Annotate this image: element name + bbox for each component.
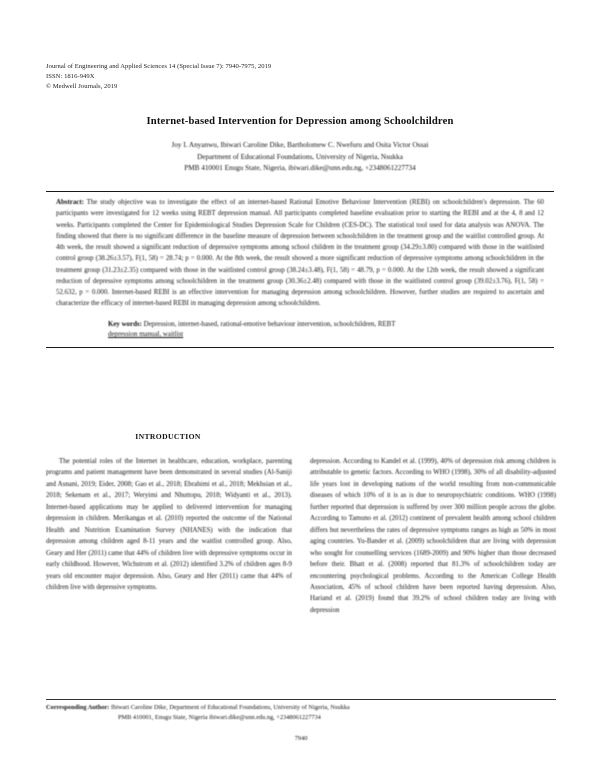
- journal-citation-line: Journal of Engineering and Applied Sciences 14 (Special Issue 7): 7940-7975, 2019: [46, 63, 272, 70]
- keywords-line-one: Depression, internet-based, rational-emotive behaviour intervention, schoolchildren, REBT: [143, 320, 396, 328]
- keywords-label: Key words:: [108, 320, 142, 328]
- journal-issn-line: ISSN: 1816-949X: [46, 72, 95, 80]
- abstract-section: [46, 191, 554, 348]
- keywords-paragraph: [56, 320, 544, 342]
- author-names: Joy I. Anyanwu, Ibiwari Caroline Dike, Bartholomew C. Nwefuru and Osita Victor Ossai: [171, 141, 429, 149]
- corresponding-author-details: Ibiwari Caroline Dike, Department of Educational Foundations, University of Nigeria, Nsukka: [110, 704, 350, 711]
- page-number: 7940: [294, 735, 308, 742]
- body-column-right: [310, 456, 556, 688]
- corresponding-author-block: [46, 703, 556, 723]
- body-columns: [46, 456, 556, 688]
- author-block: [46, 140, 554, 175]
- intro-paragraph-right: depression. According to Kandel et al. (1999), 40% of depression risk among children is attributable to genetic factors. According to WHO (1998), 30% of all disability-adjusted life years lost in developing nations of the world resulting from non-communicable diseases of which 10% of it is as is due to neuropsychiatric conditions. WHO (1998) further reported that depression is suffered by over 300 million people across the globe. According to Tamuno et al. (2012) continent of prevalent health among school children differs but nevertheless the rates of depressive symptoms ranges as high as 50% in most aging countries. Yu-Bander et al. (2009) schoolchildren that are living with depression who sought for counselling services (1689-2009) and 90% higher than those decreased before their. Bhatt et al. (2008) reported that 81.3% of schoolchildren today are encountering psychological problems. According to the American College Health Association, 45% of school children have been reported having depression. Also, Hariand et al. (2019) found that 39.2% of school children today are living with depression: [310, 458, 556, 614]
- abstract-label: Abstract:: [56, 199, 84, 206]
- author-address: PMB 410001 Enugu State, Nigeria, ibiwari.dike@unn.edu.ng, +2348061227734: [184, 164, 416, 173]
- author-affiliation: Department of Educational Foundations, University of Nigeria, Nsukka: [197, 152, 403, 161]
- footer-divider: [46, 699, 556, 700]
- corresponding-author-line-one: [46, 703, 556, 713]
- introduction-heading: INTRODUCTION: [135, 432, 201, 441]
- abstract-body: The study objective was to investigate the effect of an internet-based Rational Emotive Behaviour Intervention (REBI) on schoolchildren's depression. The 60 participants were investigated for 12 weeks using REBT depression manual. All participants completed baseline evaluation prior to starting the REBI and at the 4, 8 and 12 weeks. Participants completed the Center for Epidemiological Studies Depression Scale for Children (CES-DC). The statistical tool used for data analysis was ANOVA. The finding showed that there is no significant difference in the baseline measure of depression between schoolchildren in the treatment group and the waitlist controlled group. At 4th week, the result showed a significant reduction of depressive symptoms among school children in the treatment group (34.29±3.80) compared with those in the waitlisted control group (38.26±3.57), F(1, 58) = 28.74; p = 0.000. At the 8th week, the result showed a more significant reduction of depressive symptoms among schoolchildren in the treatment group (31.23±2.35) compared with those in the waitlisted control group (38.24±3.48), F(1, 58) = 48.79, p = 0.000. At the 12th week, the result showed a significant reduction of depressive symptoms among schoolchildren in the treatment group (30.36±2.48) compared with those in the waitlisted control group (39.02±3.76), F(1, 58) = 52.632, p = 0.000. Internet-based REBI is an effective intervention for managing depression among schoolchildren. However, further studies are required to ascertain and characterize the efficacy of internet-based REBI in managing depression among schoolchildren.: [56, 199, 544, 308]
- journal-header: [46, 62, 556, 91]
- abstract-paragraph: [56, 197, 544, 310]
- journal-publisher-line: © Medwell Journals, 2019: [46, 82, 118, 90]
- corresponding-author-line-two: PMB 410001, Enugu State, Nigeria ibiwari.dike@unn.edu.ng, +2348061227734: [118, 714, 321, 722]
- body-column-left: [46, 456, 292, 688]
- article-title: Internet-based Intervention for Depression among Schoolchildren: [146, 116, 454, 127]
- keywords-line-two: depression manual, waitlist: [108, 331, 184, 339]
- corresponding-author-label: Corresponding Author:: [46, 704, 110, 711]
- intro-paragraph-left: The potential roles of the Internet in healthcare, education, workplace, parenting programs and patient management have been demonstrated in several studies (Al-Saniji and Asnani, 2019; Eider, 2008; Gao et al., 2018; Ebrahimi et al., 2018; Mekhsian et al., 2018; Sekenam et al., 2017; Weryimi and Nhuttopu, 2018; Widyanti et al., 2013). Internet-based applications may be applied to delivered intervention for managing depression in children. Merikangas et al. (2010) reported the outcome of the National Health and Nutrition Examination Survey (NHANES) with the indication that depression among children aged 8-11 years and the waitlist controlled group. Also, Geary and Her (2011) came that 44% of children live with depressive symptoms occur in early childhood. However, Wichstrom et al. (2012) identified 3.2% of children ages 8-9 years old encounter major depression. Also, Geary and Her (2011) came that 44% of children live with depressive symptoms.: [46, 458, 292, 591]
